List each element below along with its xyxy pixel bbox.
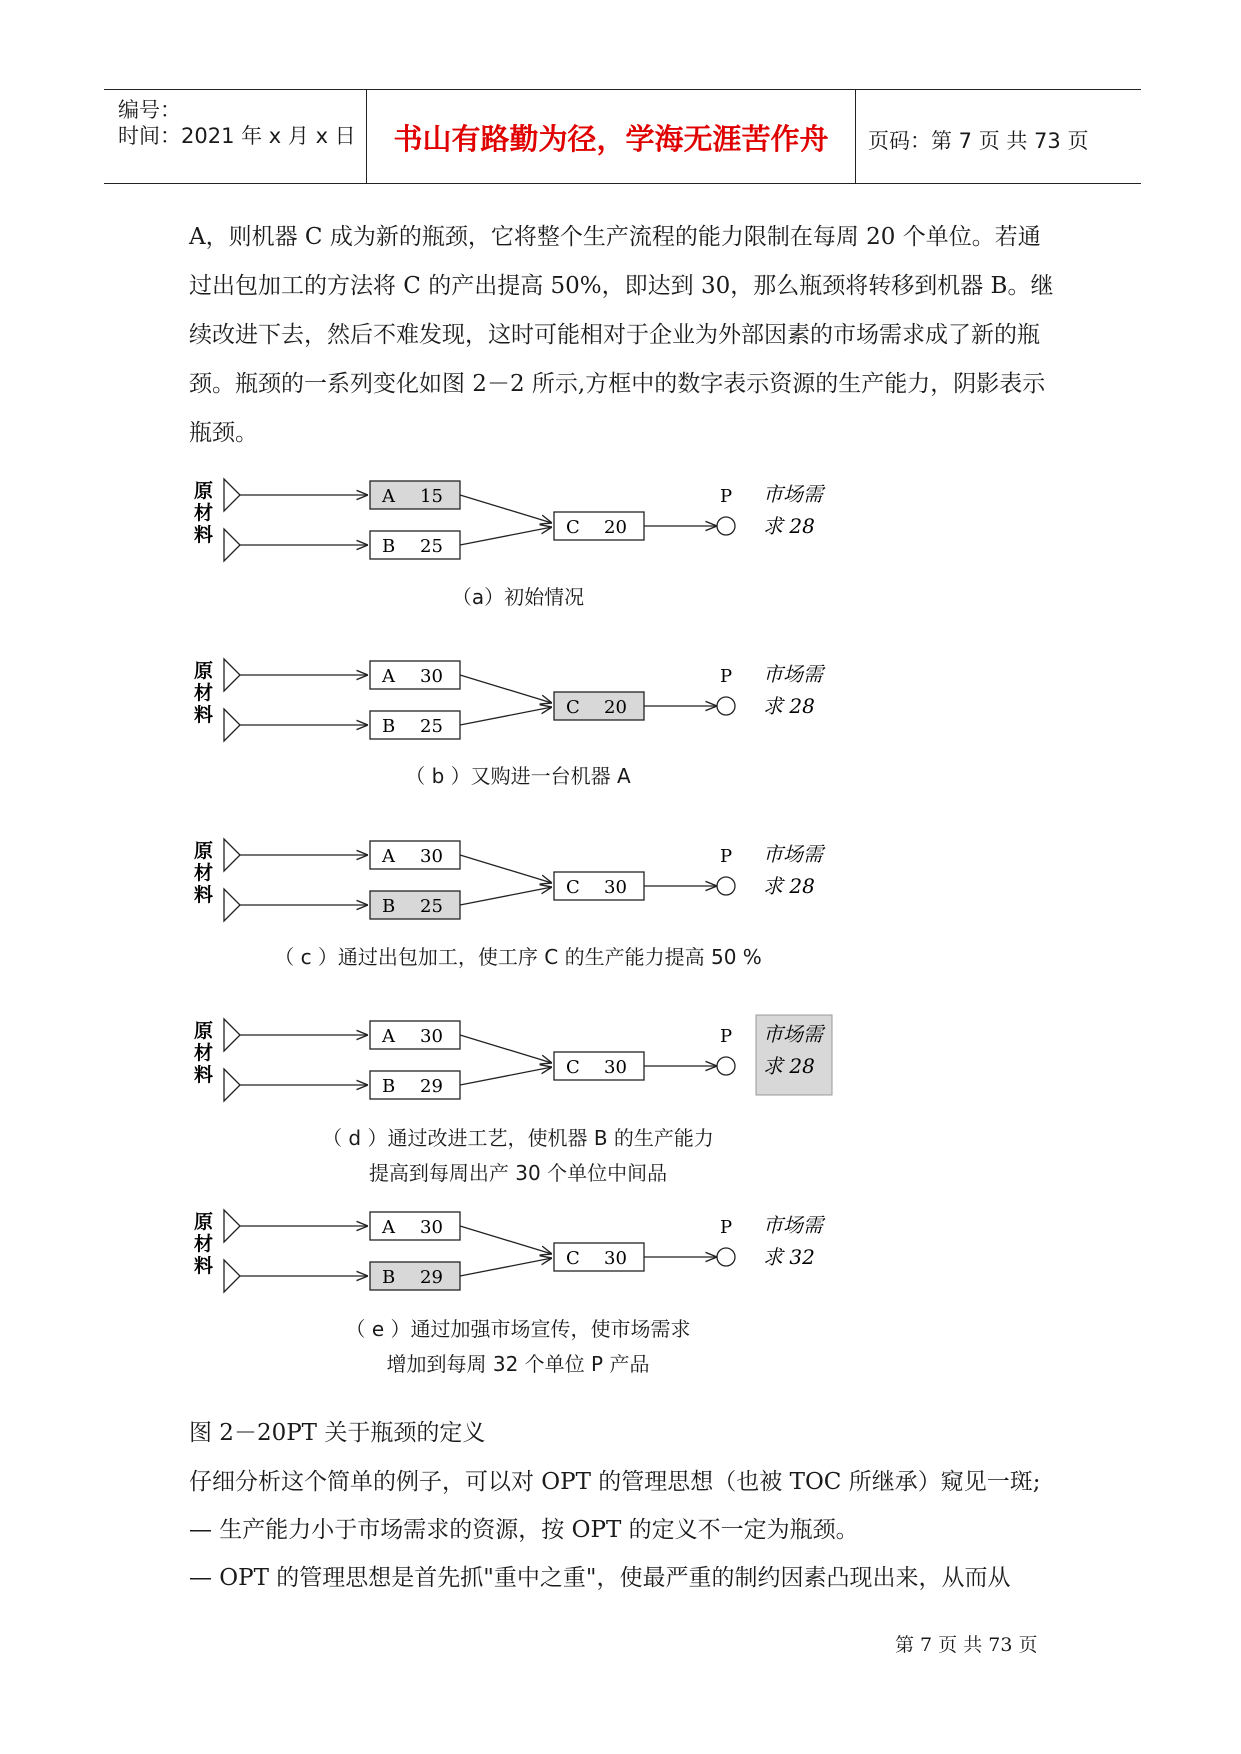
page-header	[104, 89, 1141, 184]
input-triangle	[224, 839, 240, 871]
raw-material-char: 原	[194, 1020, 214, 1042]
machine-capacity: 29	[420, 1267, 443, 1288]
process-diagram	[188, 475, 868, 569]
machine-capacity: 30	[420, 1026, 443, 1047]
product-node-icon	[717, 697, 735, 715]
machine-label: B	[382, 896, 396, 917]
machine-label: A	[382, 846, 395, 867]
intro-paragraph: A，则机器 C 成为新的瓶颈，它将整个生产流程的能力限制在每周 20 个单位。若通过出包加工的方法将 C 的产出提高 50%，即达到 30，那么瓶颈将转移到机器 B。继续改进下去，然后不难发现，这时可能相对于企业为外部因素的市场需求成了新的瓶颈。瓶颈的一系列变化如图 2－2 所示,方框中的数字表示资源的生产能力，阴影表示瓶颈。	[189, 224, 1054, 446]
header-right-cell	[856, 90, 1141, 183]
product-node-icon	[717, 877, 735, 895]
market-demand-value: 求 28	[763, 514, 815, 538]
header-left-cell	[104, 90, 366, 183]
time-label: 时间：2021 年 x 月 x 日	[118, 124, 356, 148]
input-triangle	[224, 889, 240, 921]
market-demand-value: 求 28	[763, 1054, 815, 1078]
machine-label: C	[566, 1248, 580, 1269]
diagram-caption: （ c ）通过出包加工，使工序 C 的生产能力提高 50 %	[274, 945, 762, 969]
machine-capacity: 30	[420, 846, 443, 867]
product-node-icon	[717, 1248, 735, 1266]
diagram-caption: 提高到每周出产 30 个单位中间品	[368, 1161, 668, 1185]
process-diagram	[188, 835, 868, 929]
process-diagram-svg	[188, 1206, 868, 1296]
serial-number-label: 编号：	[118, 98, 181, 122]
machine-label: A	[382, 666, 395, 687]
machine-capacity: 25	[420, 536, 443, 557]
flow-arrow	[460, 1067, 552, 1085]
machine-capacity: 29	[420, 1076, 443, 1097]
raw-material-char: 原	[194, 660, 214, 682]
flow-arrow	[460, 1258, 552, 1276]
raw-material-char: 材	[194, 1233, 214, 1255]
process-diagram	[188, 1206, 868, 1300]
machine-capacity: 25	[420, 896, 443, 917]
input-triangle	[224, 1019, 240, 1051]
raw-material-char: 料	[194, 524, 214, 546]
machine-label: B	[382, 716, 396, 737]
product-label: P	[720, 1026, 733, 1047]
product-label: P	[720, 486, 733, 507]
machine-label: C	[566, 517, 580, 538]
diagram-caption: （a）初始情况	[451, 585, 585, 609]
page-number-label: 页码：第 7 页 共 73 页	[868, 129, 1089, 153]
process-diagram-svg	[188, 655, 868, 745]
figure-caption: 图 2－20PT 关于瓶颈的定义	[189, 1420, 486, 1446]
market-demand-value: 求 32	[763, 1245, 815, 1269]
process-diagram-svg	[188, 475, 868, 565]
machine-label: C	[566, 877, 580, 898]
flow-arrow	[460, 855, 552, 883]
process-diagram-svg	[188, 835, 868, 925]
market-demand-label: 市场需	[763, 482, 823, 506]
motto-text: 书山有路勤为径，学海无涯苦作舟	[393, 122, 829, 156]
market-demand-label: 市场需	[763, 662, 823, 686]
raw-material-char: 材	[194, 502, 214, 524]
market-demand-value: 求 28	[763, 874, 815, 898]
text-line-3: — OPT 的管理思想是首先抓"重中之重"，使最严重的制约因素凸现出来，从而从	[189, 1565, 1011, 1591]
text-line-1: 仔细分析这个简单的例子，可以对 OPT 的管理思想（也被 TOC 所继承）窥见一斑;	[189, 1469, 1041, 1495]
market-demand-label: 市场需	[763, 842, 823, 866]
raw-material-char: 原	[194, 480, 214, 502]
flow-arrow	[460, 495, 552, 523]
process-diagram-svg	[188, 1015, 868, 1105]
input-triangle	[224, 479, 240, 511]
machine-capacity: 30	[420, 666, 443, 687]
raw-material-char: 料	[194, 1255, 214, 1277]
machine-capacity: 30	[604, 1057, 627, 1078]
process-diagram	[188, 1015, 868, 1109]
raw-material-char: 料	[194, 884, 214, 906]
flow-arrow	[460, 887, 552, 905]
raw-material-char: 材	[194, 682, 214, 704]
machine-capacity: 20	[604, 517, 627, 538]
machine-capacity: 20	[604, 697, 627, 718]
flow-arrow	[460, 527, 552, 545]
machine-label: B	[382, 536, 396, 557]
raw-material-char: 原	[194, 1211, 214, 1233]
raw-material-char: 材	[194, 1042, 214, 1064]
input-triangle	[224, 1069, 240, 1101]
page-footer: 第 7 页 共 73 页	[895, 1634, 1038, 1656]
machine-label: B	[382, 1076, 396, 1097]
flow-arrow	[460, 707, 552, 725]
product-node-icon	[717, 1057, 735, 1075]
machine-capacity: 15	[420, 486, 443, 507]
input-triangle	[224, 1260, 240, 1292]
input-triangle	[224, 529, 240, 561]
market-demand-label: 市场需	[763, 1213, 823, 1237]
diagram-caption: （ b ）又购进一台机器 A	[405, 764, 631, 788]
diagram-caption: （ d ）通过改进工艺，使机器 B 的生产能力	[322, 1126, 714, 1150]
header-motto-cell	[366, 90, 856, 183]
input-triangle	[224, 659, 240, 691]
machine-label: A	[382, 486, 395, 507]
input-triangle	[224, 1210, 240, 1242]
process-diagram	[188, 655, 868, 749]
machine-label: C	[566, 1057, 580, 1078]
machine-label: C	[566, 697, 580, 718]
machine-capacity: 25	[420, 716, 443, 737]
machine-label: A	[382, 1026, 395, 1047]
machine-label: A	[382, 1217, 395, 1238]
flow-arrow	[460, 1226, 552, 1254]
diagram-caption: 增加到每周 32 个单位 P 产品	[386, 1352, 650, 1376]
product-label: P	[720, 846, 733, 867]
market-demand-value: 求 28	[763, 694, 815, 718]
market-demand-label: 市场需	[763, 1022, 823, 1046]
raw-material-char: 原	[194, 840, 214, 862]
machine-capacity: 30	[604, 1248, 627, 1269]
machine-label: B	[382, 1267, 396, 1288]
raw-material-char: 料	[194, 1064, 214, 1086]
flow-arrow	[460, 675, 552, 703]
machine-capacity: 30	[604, 877, 627, 898]
product-label: P	[720, 666, 733, 687]
flow-arrow	[460, 1035, 552, 1063]
machine-capacity: 30	[420, 1217, 443, 1238]
product-label: P	[720, 1217, 733, 1238]
diagram-caption: （ e ）通过加强市场宣传，使市场需求	[345, 1317, 691, 1341]
text-line-2: — 生产能力小于市场需求的资源，按 OPT 的定义不一定为瓶颈。	[189, 1517, 859, 1543]
product-node-icon	[717, 517, 735, 535]
raw-material-char: 料	[194, 704, 214, 726]
input-triangle	[224, 709, 240, 741]
raw-material-char: 材	[194, 862, 214, 884]
